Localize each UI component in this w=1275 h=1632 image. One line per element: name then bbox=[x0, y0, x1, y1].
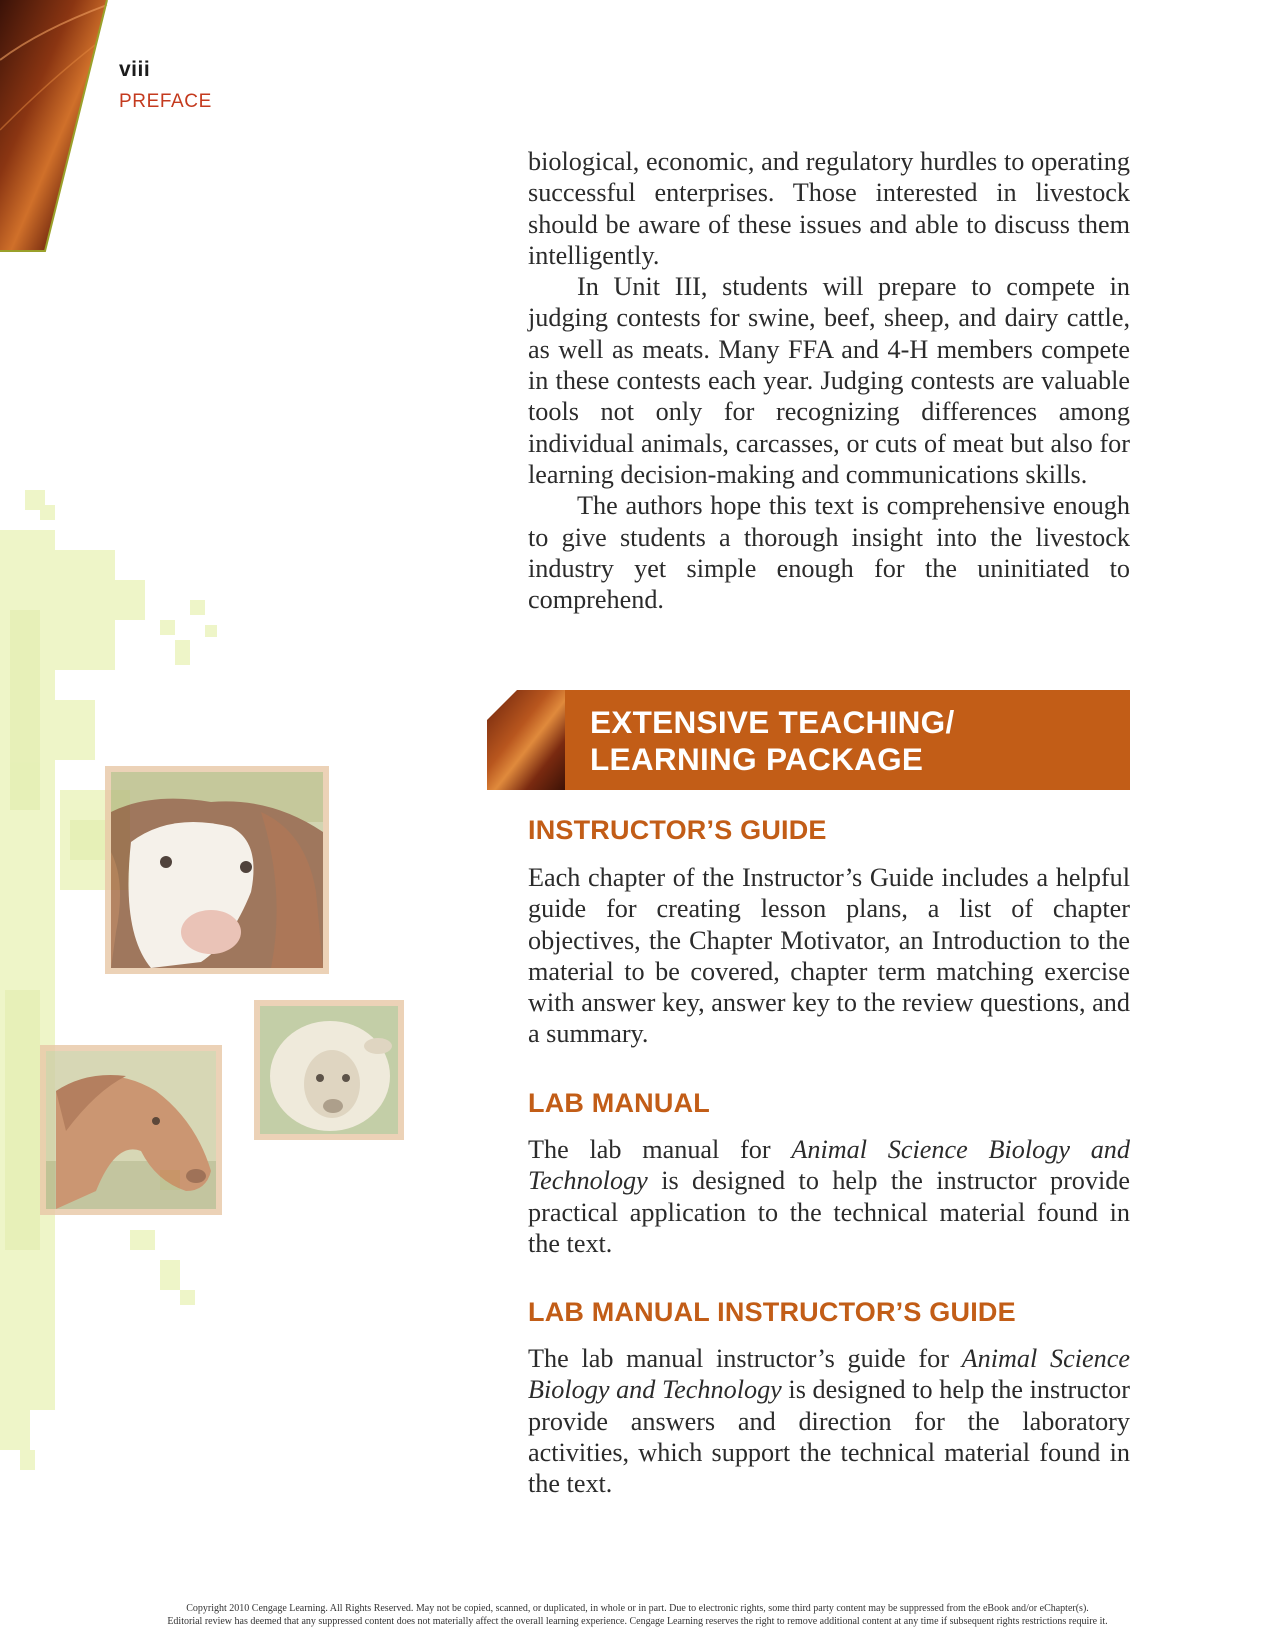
lab-manual-text-end: is designed to help the instructor provide practical application to the technical material found in the text. bbox=[528, 1166, 1130, 1258]
sheep-photo bbox=[254, 1000, 404, 1140]
section-title-line-2: LEARNING PACKAGE bbox=[590, 741, 924, 777]
lab-manual-guide-book-title: Animal Science Biology and Technology bbox=[528, 1344, 1130, 1405]
main-text-column bbox=[528, 146, 1130, 615]
instructors-guide-text: Each chapter of the Instructor’s Guide includes a helpful guide for creating lesson plans, a list of chapter objectives, the Chapter Motivator, an Introduction to the material to be covered, chapter term matching exercise with answer key, answer key to the review questions, and a summary. bbox=[528, 863, 1130, 1049]
body-paragraph-authors: The authors hope this text is comprehensive enough to give students a thorough insight into the livestock industry yet simple enough for the uninitiated to comprehend. bbox=[528, 491, 1130, 615]
lab-manual-text-start: The lab manual for bbox=[528, 1135, 792, 1164]
lab-manual-guide-text bbox=[528, 1343, 1130, 1499]
corner-decoration bbox=[0, 0, 110, 255]
page-number: viii bbox=[119, 58, 151, 81]
lab-manual-heading: LAB MANUAL bbox=[528, 1088, 710, 1118]
lab-manual-guide-text-start: The lab manual instructor’s guide for bbox=[528, 1344, 962, 1373]
decorative-background-pattern bbox=[0, 490, 420, 1500]
section-title-line-1: EXTENSIVE TEACHING/ bbox=[590, 704, 955, 740]
copyright-line-2: Editorial review has deemed that any suppressed content does not materially affect the overall learning experience. Cengage Learning reserves the right to remove additional content at any time if subsequent rights restrictions require it. bbox=[167, 1616, 1108, 1627]
lab-manual-book-title: Animal Science Biology and Technology bbox=[528, 1135, 1130, 1196]
banner-stripe-decoration bbox=[487, 690, 565, 790]
section-banner bbox=[487, 690, 1130, 790]
lab-manual-guide-heading: LAB MANUAL INSTRUCTOR’S GUIDE bbox=[528, 1297, 1016, 1327]
running-head: PREFACE bbox=[119, 91, 212, 112]
copyright-line-1: Copyright 2010 Cengage Learning. All Rights Reserved. May not be copied, scanned, or duplicated, in whole or in part. Due to electronic rights, some third party content may be suppressed from the eBook and/or eChapter(s). bbox=[186, 1603, 1089, 1614]
body-paragraph-continued: biological, economic, and regulatory hurdles to operating successful enterprises. Those interested in livestock should be aware of these issues and able to discuss them intelligently. bbox=[528, 147, 1130, 270]
body-paragraph-unit-iii: In Unit III, students will prepare to compete in judging contests for swine, beef, sheep, and dairy cattle, as well as meats. Many FFA and 4-H members compete in these contests each year. Judging contests are valuable tools not only for recognizing differences among individual animals, carcasses, or cuts of meat but also for learning decision-making and communications skills. bbox=[528, 272, 1130, 489]
section-title bbox=[590, 704, 955, 778]
lab-manual-guide-text-end: is designed to help the instructor provide answers and direction for the laboratory activities, which support the technical material found in the text. bbox=[528, 1375, 1130, 1499]
lab-manual-text bbox=[528, 1134, 1130, 1259]
horse-photo bbox=[40, 1045, 222, 1215]
instructors-guide-heading: INSTRUCTOR’S GUIDE bbox=[528, 815, 827, 845]
cow-photo bbox=[105, 766, 329, 974]
